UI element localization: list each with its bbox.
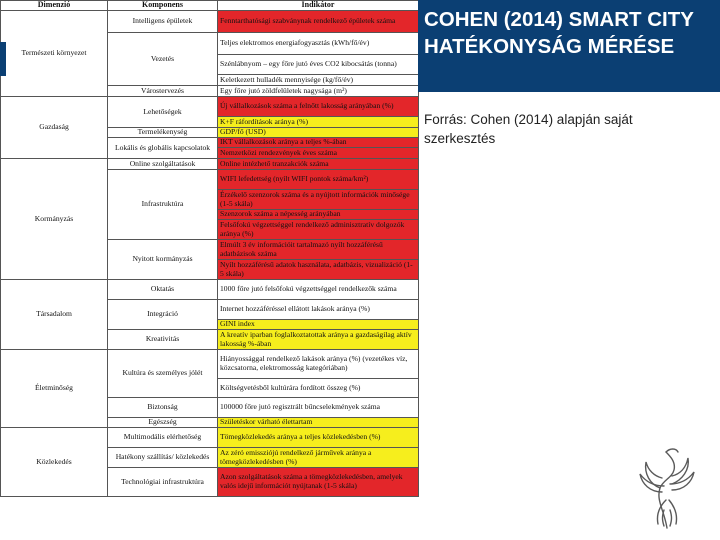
component-cell: Online szolgáltatások xyxy=(108,159,218,170)
component-cell: Nyitott kormányzás xyxy=(108,240,218,280)
component-cell: Infrastruktúra xyxy=(108,170,218,240)
indicator-cell: IKT vállalkozások aránya a teljes %-ában xyxy=(218,138,419,148)
indicator-cell: Azon szolgáltatások száma a tömegközlekedésben, amelyek valós idejű információt nyújtanak (1-5 skála) xyxy=(218,468,419,497)
component-cell: Oktatás xyxy=(108,280,218,300)
dimension-cell: Gazdaság xyxy=(1,97,108,159)
dimension-cell: Természeti környezet xyxy=(1,11,108,97)
slide-title: COHEN (2014) SMART CITY HATÉKONYSÁG MÉRÉSE xyxy=(424,8,694,58)
indicator-cell: Felsőfokú végzettséggel rendelkező adminisztratív dolgozók aránya (%) xyxy=(218,220,419,240)
indicator-cell: Az zéró emissziójú rendelkező járművek aránya a tömegközlekedésben (%) xyxy=(218,448,419,468)
indicator-cell: 100000 főre jutó regisztrált bűncselekmények száma xyxy=(218,398,419,418)
indicator-cell: Nemzetközi rendezvények éves száma xyxy=(218,148,419,159)
component-cell: Kultúra és személyes jólét xyxy=(108,350,218,398)
component-cell: Multimodális elérhetőség xyxy=(108,428,218,448)
component-cell: Termelékenység xyxy=(108,128,218,138)
table-row xyxy=(1,11,419,33)
indicator-cell: Teljes elektromos energiafogyasztás (kWh/fő/év) xyxy=(218,33,419,55)
indicator-cell: K+F ráfordítások aránya (%) xyxy=(218,117,419,128)
indicator-cell: Új vállalkozások száma a felnőtt lakosság arányában (%) xyxy=(218,97,419,117)
header-indicator: Indikátor xyxy=(218,1,419,11)
component-cell: Biztonság xyxy=(108,398,218,418)
component-cell: Vezetés xyxy=(108,33,218,86)
component-cell: Várostervezés xyxy=(108,86,218,97)
header-dimension: Dimenzió xyxy=(1,1,108,11)
component-cell: Lehetőségek xyxy=(108,97,218,128)
component-cell: Technológiai infrastruktúra xyxy=(108,468,218,497)
table-row xyxy=(1,428,419,448)
indicator-cell: GINI index xyxy=(218,320,419,330)
header-component: Komponens xyxy=(108,1,218,11)
indicator-cell: Költségvetésből kultúrára fordított összeg (%) xyxy=(218,379,419,398)
indicator-cell: Online intézhető tranzakciók száma xyxy=(218,159,419,170)
indicator-cell: Internet hozzáféréssel ellátott lakások aránya (%) xyxy=(218,300,419,320)
indicator-cell: Keletkezett hulladék mennyisége (kg/fő/év) xyxy=(218,75,419,86)
table-row xyxy=(1,280,419,300)
dimension-cell: Közlekedés xyxy=(1,428,108,497)
source-note: Forrás: Cohen (2014) alapján saját szerkesztés xyxy=(424,112,633,146)
indicator-cell: Születéskor várható élettartam xyxy=(218,418,419,428)
component-cell: Lokális és globális kapcsolatok xyxy=(108,138,218,159)
indicator-cell: Szénlábnyom – egy főre jutó éves CO2 kibocsátás (tonna) xyxy=(218,55,419,75)
dimension-cell: Életminőség xyxy=(1,350,108,428)
dimension-cell: Kormányzás xyxy=(1,159,108,280)
indicator-cell: Tömegközlekedés aránya a teljes közlekedésben (%) xyxy=(218,428,419,448)
component-cell: Integráció xyxy=(108,300,218,330)
phoenix-logo-icon xyxy=(636,440,698,532)
table-row xyxy=(1,159,419,170)
left-accent-band xyxy=(0,42,6,76)
indicator-cell: A kreatív iparban foglalkoztatottak aránya a gazdaságilag aktív lakosság %-ában xyxy=(218,330,419,350)
component-cell: Intelligens épületek xyxy=(108,11,218,33)
table-row xyxy=(1,97,419,117)
dimension-cell: Társadalom xyxy=(1,280,108,350)
indicator-cell: Érzékelő szenzorok száma és a nyújtott információk minősége (1-5 skála) xyxy=(218,190,419,210)
indicator-cell: Hiányossággal rendelkező lakások aránya (%) (vezetékes víz, közcsatorna, elektromosság kategóriában) xyxy=(218,350,419,379)
indicator-cell: Elmúlt 3 év információit tartalmazó nyílt hozzáférésű adatbázisok száma xyxy=(218,240,419,260)
component-cell: Hatékony szállítás/ közlekedés xyxy=(108,448,218,468)
component-cell: Kreativitás xyxy=(108,330,218,350)
indicator-cell: Fenntarthatósági szabványnak rendelkező épületek száma xyxy=(218,11,419,33)
table-header-row xyxy=(1,1,419,11)
table-row xyxy=(1,350,419,379)
indicator-cell: Nyílt hozzáférésű adatok használata, adatbázis, vizualizáció (1-5 skála) xyxy=(218,260,419,280)
indicator-cell: Szenzorok száma a népesség arányában xyxy=(218,210,419,220)
component-cell: Egészség xyxy=(108,418,218,428)
indicator-cell: Egy főre jutó zöldfelületek nagysága (m²) xyxy=(218,86,419,97)
indicator-cell: 1000 főre jutó felsőfokú végzettséggel rendelkezők száma xyxy=(218,280,419,300)
indicator-cell: GDP/fő (USD) xyxy=(218,128,419,138)
indicator-cell: WIFI lefedettség (nyílt WIFI pontok száma/km²) xyxy=(218,170,419,190)
